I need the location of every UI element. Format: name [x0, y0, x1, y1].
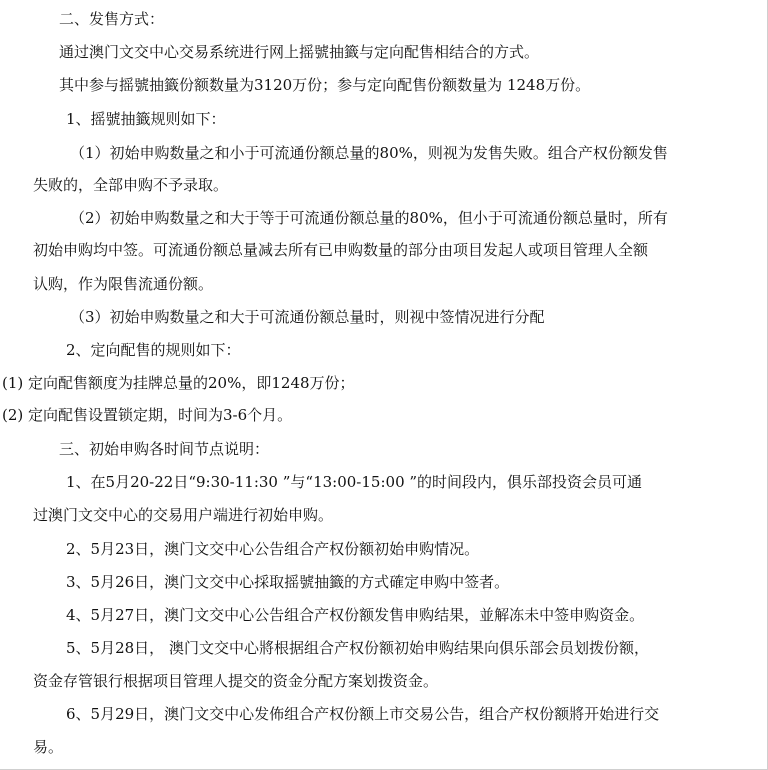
- paragraph-line: 易。: [33, 738, 64, 756]
- paragraph-line: 通过澳门文交中心交易系统进行网上摇號抽籤与定向配售相结合的方式。: [59, 43, 540, 61]
- list-item: (2) 定向配售设置锁定期，时间为3-6个月。: [2, 406, 293, 424]
- paragraph-line: 过澳门文交中心的交易用户端进行初始申购。: [33, 506, 334, 524]
- paragraph-line: 其中参与摇號抽籤份额数量为3120万份；参与定向配售份额数量为 1248万份。: [59, 76, 591, 94]
- paragraph-line: 6、5月29日，澳门文交中心发佈组合产权份额上市交易公告，组合产权份额將开始进行交: [66, 705, 660, 723]
- paragraph-line: （2）初始申购数量之和大于等于可流通份额总量的80%，但小于可流通份额总量时，所有: [70, 209, 668, 227]
- subheading: 2、定向配售的规则如下：: [66, 341, 241, 359]
- list-item: (1) 定向配售额度为挂牌总量的20%，即1248万份；: [2, 374, 355, 392]
- paragraph-line: 资金存管银行根据项目管理人提交的资金分配方案划拨资金。: [33, 672, 439, 690]
- subheading: 1、摇號抽籤规则如下：: [66, 110, 226, 128]
- paragraph-line: 5、5月28日， 澳门文交中心將根据组合产权份额初始申购结果向俱乐部会员划拨份额，: [66, 639, 649, 657]
- paragraph-line: 1、在5月20-22日“9:30-11:30 ”与“13:00-15:00 ”的时间段内，俱乐部投资会员可通: [66, 473, 643, 491]
- paragraph-line: 3、5月26日，澳门文交中心採取摇號抽籤的方式確定申购中签者。: [66, 573, 510, 591]
- paragraph-line: 2、5月23日，澳门文交中心公告组合产权份额初始申购情况。: [66, 540, 480, 558]
- section-heading-3: 三、初始申购各时间节点说明：: [59, 440, 270, 458]
- paragraph-line: （1）初始申购数量之和小于可流通份额总量的80%，则视为发售失败。组合产权份额发售: [70, 144, 668, 162]
- paragraph-line: 4、5月27日，澳门文交中心公告组合产权份额发售申购结果，並解冻未中签申购资金。: [66, 606, 645, 624]
- paragraph-line: 初始申购均中签。可流通份额总量减去所有已申购数量的部分由项目发起人或项目管理人全额: [33, 241, 649, 259]
- paragraph-line: 认购，作为限售流通份额。: [33, 275, 214, 293]
- paragraph-line: （3）初始申购数量之和大于可流通份额总量时，则视中签情况进行分配: [70, 308, 545, 326]
- section-heading-2: 二、发售方式：: [59, 10, 165, 28]
- paragraph-line: 失败的，全部申购不予录取。: [33, 176, 229, 194]
